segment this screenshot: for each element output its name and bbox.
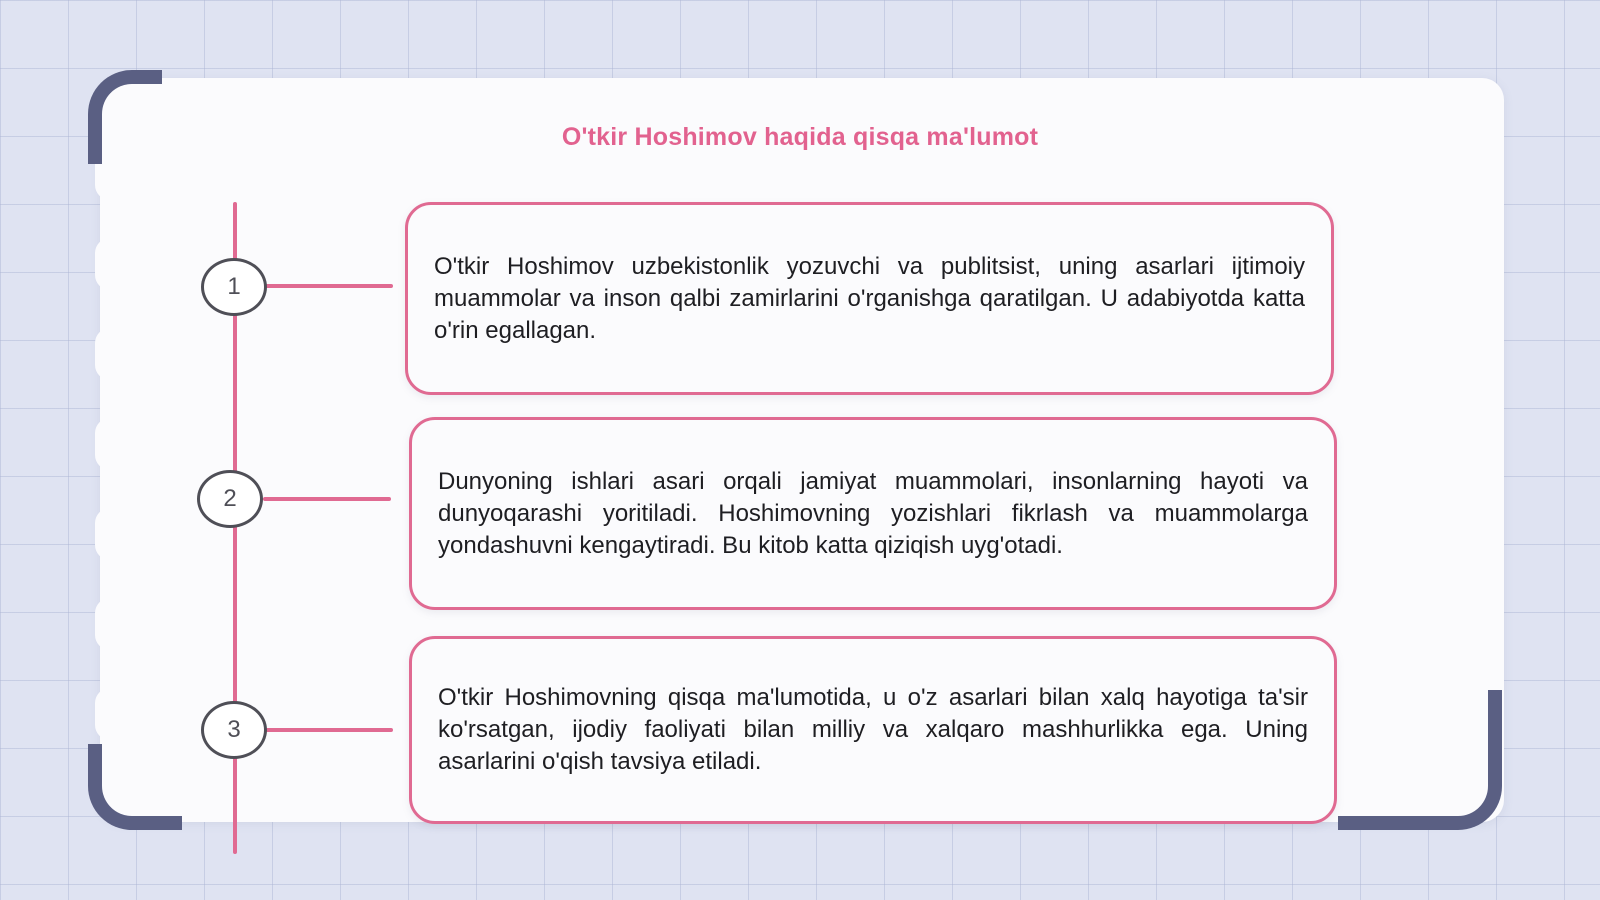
slide-title: O'tkir Hoshimov haqida qisqa ma'lumot [561, 123, 1039, 151]
sheet-scallop [95, 508, 125, 560]
info-card-text: O'tkir Hoshimovning qisqa ma'lumotida, u o'z asarlari bilan xalq hayotiga ta'sir ko'rsatgan, ijodiy faoliyati bilan milliy va xalqaro mashhurlikka ega. Uning asarlarini o'qish tavsiya etiladi. [438, 684, 1308, 775]
info-card-text: O'tkir Hoshimov uzbekistonlik yozuvchi va publitsist, uning asarlari ijtimoiy muammolar va inson qalbi zamirlarini o'rganishga qaratilgan. U adabiyotda katta o'rin egallagan. [434, 252, 1305, 344]
sheet-scallop [95, 598, 125, 650]
info-card-3 [409, 636, 1337, 824]
step-number-2: 2 [197, 470, 263, 528]
sheet-scallop [95, 418, 125, 470]
timeline-connector-3 [265, 728, 393, 732]
step-number-1: 1 [201, 258, 267, 316]
sheet-scallop [95, 328, 125, 380]
sheet-scallop [95, 688, 125, 740]
timeline-connector-1 [265, 284, 393, 288]
sheet-scallop [95, 238, 125, 290]
step-number-3: 3 [201, 701, 267, 759]
info-card-2 [409, 417, 1337, 610]
info-card-1 [405, 202, 1334, 395]
frame-corner-bottom-left [88, 744, 182, 830]
info-card-text: Dunyoning ishlari asari orqali jamiyat muammolari, insonlarning hayoti va dunyoqarashi yoritiladi. Hoshimovning yozishlari fikrlash va muammolarga yondashuvni kengaytiradi. Bu kitob katta qiziqish uyg'otadi. [438, 467, 1308, 559]
timeline-connector-2 [263, 497, 391, 501]
frame-corner-bottom-right [1338, 690, 1502, 830]
